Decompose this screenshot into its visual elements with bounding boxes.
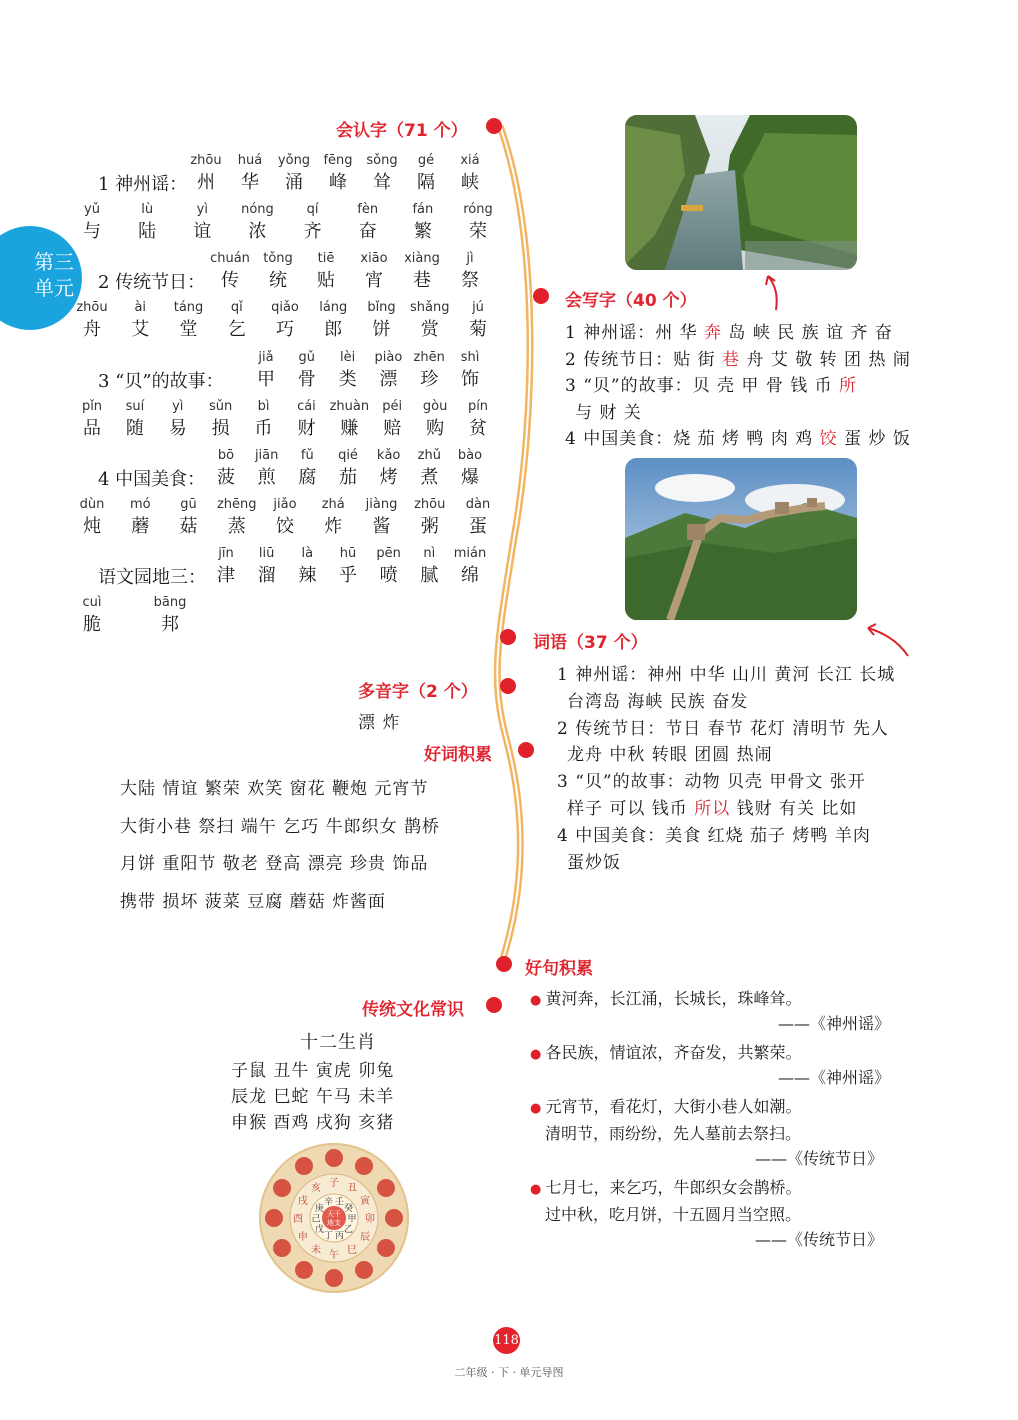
hanzi: 购 bbox=[426, 418, 445, 439]
hanzi: 喷 bbox=[379, 565, 398, 586]
hanzi: 炖 bbox=[83, 516, 101, 537]
hanzi: 峡 bbox=[461, 172, 479, 193]
heavenly-stem: 乙 bbox=[344, 1225, 354, 1236]
text-line: 1 神州谣：神州 中华 山川 黄河 长江 长城 bbox=[557, 665, 896, 685]
sentence-line: 清明节，雨纷纷，先人墓前去祭扫。 bbox=[545, 1124, 802, 1143]
zodiac-animal-icon bbox=[295, 1261, 313, 1279]
hanzi: 赚 bbox=[340, 418, 359, 439]
zodiac-animal-icon bbox=[377, 1239, 395, 1257]
earthly-branch: 寅 bbox=[360, 1196, 371, 1207]
pinyin: péi bbox=[382, 399, 403, 414]
zodiac-animal-icon bbox=[295, 1157, 313, 1175]
pinyin: fèn bbox=[357, 202, 379, 217]
bullet-dot: ● bbox=[530, 993, 546, 1008]
pinyin: róng bbox=[463, 202, 493, 217]
text-line: 蛋炒饭 bbox=[567, 852, 621, 873]
wheel-center-label: 地支 bbox=[327, 1219, 341, 1227]
pinyin: yì bbox=[196, 202, 208, 217]
pinyin: liū bbox=[258, 546, 275, 561]
text-line: 3 “贝”的故事：动物 贝壳 甲骨文 张开 bbox=[557, 772, 866, 793]
heading-good-words: 好词积累 bbox=[424, 745, 492, 765]
earthly-branch: 亥 bbox=[311, 1182, 321, 1194]
polyphone-chars: 漂 炸 bbox=[358, 713, 401, 733]
hanzi: 辣 bbox=[298, 565, 317, 586]
pinyin: zhēn bbox=[413, 350, 445, 365]
node-dot-words bbox=[500, 629, 516, 645]
hanzi: 菊 bbox=[469, 319, 487, 340]
photo-gorge bbox=[625, 115, 857, 270]
hanzi: 乞 bbox=[227, 319, 246, 340]
pinyin: fēng bbox=[323, 153, 353, 168]
bullet-dot: ● bbox=[530, 1182, 546, 1197]
pinyin: zhōu bbox=[76, 300, 108, 315]
pinyin: lù bbox=[141, 202, 154, 217]
pinyin: shǎng bbox=[410, 300, 450, 315]
pinyin: bì bbox=[257, 399, 270, 414]
char-with-pinyin bbox=[440, 152, 500, 196]
char-with-pinyin bbox=[448, 299, 508, 343]
pinyin: gé bbox=[417, 153, 435, 168]
char-with-pinyin bbox=[283, 201, 343, 245]
text-line: 样子 可以 钱币 所以 钱财 有关 比如 bbox=[567, 799, 858, 819]
hanzi: 损 bbox=[211, 418, 230, 439]
hanzi: 赔 bbox=[383, 418, 402, 439]
sentence-source: ——《神州谣》 bbox=[778, 1068, 891, 1087]
pinyin: jiǎo bbox=[273, 497, 297, 512]
hanzi: 爆 bbox=[461, 467, 479, 488]
sentence-source: ——《传统节日》 bbox=[755, 1230, 884, 1249]
zodiac-animal-icon bbox=[265, 1209, 283, 1227]
pinyin: pǐn bbox=[81, 399, 103, 414]
pinyin: fán bbox=[412, 202, 434, 217]
text-line: 携带 损坏 菠菜 豆腐 蘑菇 炸酱面 bbox=[120, 891, 387, 912]
hanzi: 绵 bbox=[461, 565, 479, 586]
text-line: 子鼠 丑牛 寅虎 卯兔 bbox=[231, 1061, 395, 1081]
heavenly-stem: 癸 bbox=[344, 1203, 354, 1214]
pinyin: huá bbox=[237, 153, 263, 168]
zodiac-wheel bbox=[258, 1142, 410, 1294]
page-number: 118 bbox=[493, 1327, 520, 1354]
zodiac-animal-icon bbox=[355, 1261, 373, 1279]
pinyin: zhōu bbox=[190, 153, 222, 168]
pinyin: là bbox=[301, 546, 314, 561]
char-with-pinyin bbox=[440, 349, 500, 393]
unit-badge-line1: 第三 bbox=[34, 250, 74, 274]
char-with-pinyin bbox=[448, 398, 508, 442]
lesson-label: 2 传统节日： bbox=[98, 272, 206, 293]
char-with-pinyin bbox=[440, 545, 500, 589]
heavenly-stem: 辛 bbox=[323, 1197, 333, 1208]
node-dot-write bbox=[533, 288, 549, 304]
pinyin: bāng bbox=[153, 595, 187, 610]
text-line: 与 财 关 bbox=[575, 402, 642, 423]
hanzi: 品 bbox=[83, 418, 101, 439]
zodiac-animal-icon bbox=[325, 1269, 343, 1287]
sentence-source: ——《神州谣》 bbox=[778, 1014, 891, 1033]
arrow-to-gorge bbox=[758, 272, 784, 312]
zodiac-animal-icon bbox=[325, 1149, 343, 1167]
hanzi: 甲 bbox=[257, 369, 275, 390]
pinyin: xiāo bbox=[360, 251, 388, 266]
highlight-char: 所 bbox=[839, 376, 858, 396]
heading-words: 词语（37 个） bbox=[533, 633, 648, 653]
node-dot-culture bbox=[486, 997, 502, 1013]
hanzi: 贴 bbox=[317, 270, 335, 291]
pinyin: zhēng bbox=[216, 497, 257, 512]
wheel-center-label: 天干 bbox=[327, 1210, 341, 1218]
zodiac-animal-icon bbox=[273, 1179, 291, 1197]
heading-culture: 传统文化常识 bbox=[362, 1000, 464, 1020]
lesson-label: 4 中国美食： bbox=[98, 469, 206, 490]
earthly-branch: 酉 bbox=[293, 1214, 303, 1225]
pinyin: jiàng bbox=[365, 497, 398, 512]
pinyin: hū bbox=[339, 546, 357, 561]
lesson-label: 1 神州谣： bbox=[98, 174, 188, 195]
hanzi: 财 bbox=[297, 418, 316, 439]
node-dot-recognize bbox=[486, 118, 502, 134]
hanzi: 蘑 bbox=[131, 516, 150, 537]
photo-great-wall bbox=[625, 458, 857, 620]
pinyin: kǎo bbox=[376, 448, 401, 463]
hanzi: 浓 bbox=[248, 221, 267, 242]
hanzi: 舟 bbox=[83, 319, 101, 340]
earthly-branch: 丑 bbox=[347, 1182, 357, 1194]
char-with-pinyin bbox=[440, 447, 500, 491]
hanzi: 溜 bbox=[257, 565, 276, 586]
lesson-label: 3 “贝”的故事： bbox=[98, 371, 224, 392]
highlight-char: 巷 bbox=[722, 349, 741, 370]
pinyin: yǒng bbox=[277, 153, 311, 168]
pinyin: mó bbox=[129, 497, 151, 512]
earthly-branch: 子 bbox=[329, 1178, 339, 1189]
pinyin: xiàng bbox=[404, 251, 440, 266]
pinyin: ài bbox=[134, 300, 147, 315]
pinyin: táng bbox=[173, 300, 204, 315]
bullet-dot: ● bbox=[530, 1047, 546, 1062]
heavenly-stem: 庚 bbox=[314, 1203, 324, 1214]
hanzi: 宵 bbox=[365, 270, 383, 291]
hanzi: 随 bbox=[125, 418, 144, 439]
pinyin: gòu bbox=[422, 399, 448, 414]
text-line: 月饼 重阳节 敬老 登高 漂亮 珍贵 饰品 bbox=[120, 854, 429, 874]
pinyin: gǔ bbox=[298, 350, 316, 365]
char-with-pinyin bbox=[140, 594, 200, 638]
pinyin: zhuàn bbox=[329, 399, 370, 414]
hanzi: 乎 bbox=[339, 565, 357, 586]
pinyin: zhǔ bbox=[417, 448, 441, 463]
hanzi: 粥 bbox=[420, 516, 439, 537]
zodiac-animal-icon bbox=[377, 1179, 395, 1197]
char-with-pinyin bbox=[448, 201, 508, 245]
pinyin: suí bbox=[125, 399, 145, 414]
heavenly-stem: 丙 bbox=[335, 1231, 345, 1242]
hanzi: 骨 bbox=[297, 369, 316, 390]
hanzi: 蒸 bbox=[227, 516, 246, 537]
hanzi: 币 bbox=[254, 418, 273, 439]
hanzi: 祭 bbox=[461, 270, 479, 291]
hanzi: 繁 bbox=[413, 221, 432, 242]
text-line: 大街小巷 祭扫 端午 乞巧 牛郎织女 鹊桥 bbox=[120, 816, 441, 837]
hanzi: 炸 bbox=[324, 516, 343, 537]
pinyin: shì bbox=[460, 350, 480, 365]
hanzi: 类 bbox=[338, 369, 357, 390]
char-with-pinyin bbox=[338, 201, 398, 245]
hanzi: 涌 bbox=[285, 172, 303, 193]
pinyin: láng bbox=[319, 300, 348, 315]
unit-badge-line2: 单元 bbox=[34, 276, 74, 300]
pinyin: zhá bbox=[321, 497, 345, 512]
char-with-pinyin bbox=[62, 201, 122, 245]
pinyin: qié bbox=[338, 448, 358, 463]
hanzi: 贫 bbox=[469, 418, 487, 439]
highlight-char: 所以 bbox=[694, 799, 731, 819]
pinyin: yì bbox=[172, 399, 184, 414]
text-line: 辰龙 巳蛇 午马 未羊 bbox=[231, 1087, 395, 1107]
heading-good-sentences: 好句积累 bbox=[525, 959, 593, 979]
heavenly-stem: 丁 bbox=[323, 1231, 333, 1242]
pinyin: tǒng bbox=[263, 251, 293, 266]
hanzi: 蛋 bbox=[469, 516, 487, 537]
sentence-line: ● 黄河奔，长江涌，长城长，珠峰耸。 bbox=[530, 989, 802, 1008]
char-with-pinyin bbox=[117, 201, 177, 245]
earthly-branch: 卯 bbox=[365, 1214, 375, 1225]
hanzi: 巷 bbox=[413, 270, 431, 291]
pinyin: jú bbox=[472, 300, 484, 315]
arrow-to-great-wall bbox=[862, 622, 912, 658]
hanzi: 与 bbox=[83, 221, 101, 242]
hanzi: 酱 bbox=[372, 516, 391, 537]
node-dot-good-words bbox=[518, 742, 534, 758]
char-with-pinyin bbox=[448, 496, 508, 540]
earthly-branch: 巳 bbox=[347, 1245, 357, 1257]
pinyin: qiǎo bbox=[271, 300, 299, 315]
hanzi: 易 bbox=[168, 418, 187, 439]
hanzi: 腐 bbox=[298, 467, 317, 488]
sentence-line: ● 各民族，情谊浓，齐奋发，共繁荣。 bbox=[530, 1043, 802, 1062]
node-dot-good-sentences bbox=[496, 956, 512, 972]
hanzi: 茄 bbox=[339, 467, 357, 488]
hanzi: 赏 bbox=[420, 319, 439, 340]
hanzi: 堂 bbox=[179, 319, 198, 340]
pinyin: dàn bbox=[465, 497, 491, 512]
highlight-char: 饺 bbox=[819, 429, 838, 449]
pinyin: bǐng bbox=[367, 300, 396, 315]
pinyin: chuán bbox=[210, 251, 250, 266]
pinyin: qǐ bbox=[230, 300, 243, 315]
node-dot-polyphone bbox=[500, 678, 516, 694]
hanzi: 齐 bbox=[303, 221, 322, 242]
earthly-branch: 申 bbox=[297, 1232, 308, 1243]
hanzi: 陆 bbox=[138, 221, 157, 242]
hanzi: 津 bbox=[217, 565, 235, 586]
hanzi: 饺 bbox=[276, 516, 294, 537]
hanzi: 谊 bbox=[193, 221, 212, 242]
pinyin: cái bbox=[297, 399, 316, 414]
text-line: 4 中国美食：烧 茄 烤 鸭 肉 鸡 饺 蛋 炒 饭 bbox=[565, 429, 911, 449]
hanzi: 漂 bbox=[379, 369, 398, 390]
hanzi: 饰 bbox=[461, 369, 479, 390]
zodiac-animal-icon bbox=[355, 1157, 373, 1175]
hanzi: 饼 bbox=[372, 319, 391, 340]
pinyin: bō bbox=[217, 448, 235, 463]
zodiac-animal-icon bbox=[273, 1239, 291, 1257]
hanzi: 煎 bbox=[257, 467, 276, 488]
pinyin: pín bbox=[467, 399, 489, 414]
zodiac-animal-icon bbox=[385, 1209, 403, 1227]
text-line: 台湾岛 海峡 民族 奋发 bbox=[567, 691, 749, 712]
hanzi: 巧 bbox=[276, 319, 294, 340]
hanzi: 郎 bbox=[324, 319, 343, 340]
pinyin: nì bbox=[423, 546, 436, 561]
pinyin: sǔn bbox=[209, 399, 233, 414]
heavenly-stem: 壬 bbox=[335, 1197, 345, 1208]
text-line: 申猴 酉鸡 戌狗 亥猪 bbox=[231, 1113, 395, 1133]
heavenly-stem: 戊 bbox=[314, 1225, 324, 1236]
text-line: 3 “贝”的故事：贝 壳 甲 骨 钱 币 所 bbox=[565, 376, 858, 396]
hanzi: 菇 bbox=[179, 516, 198, 537]
hanzi: 艾 bbox=[131, 319, 150, 340]
hanzi: 州 bbox=[197, 172, 215, 193]
hanzi: 邦 bbox=[161, 614, 179, 635]
heading-write: 会写字（40 个） bbox=[565, 291, 697, 311]
hanzi: 隔 bbox=[417, 172, 435, 193]
culture-title: 十二生肖 bbox=[300, 1032, 376, 1053]
text-line: 2 传统节日：贴 街 巷 舟 艾 敬 转 团 热 闹 bbox=[565, 349, 911, 370]
hanzi: 传 bbox=[221, 270, 239, 291]
pinyin: gū bbox=[180, 497, 197, 512]
text-line: 大陆 情谊 繁荣 欢笑 窗花 鞭炮 元宵节 bbox=[120, 779, 429, 799]
pinyin: jiān bbox=[254, 448, 279, 463]
bullet-dot: ● bbox=[530, 1101, 546, 1116]
hanzi: 奋 bbox=[358, 221, 377, 242]
char-with-pinyin bbox=[227, 201, 287, 245]
hanzi: 峰 bbox=[329, 172, 347, 193]
pinyin: jīn bbox=[218, 546, 234, 561]
heading-polyphone: 多音字（2 个） bbox=[358, 682, 478, 702]
pinyin: piào bbox=[374, 350, 403, 365]
hanzi: 统 bbox=[269, 270, 287, 291]
earthly-branch: 未 bbox=[311, 1245, 321, 1257]
pinyin: lèi bbox=[339, 350, 356, 365]
hanzi: 耸 bbox=[373, 172, 391, 193]
sentence-line: ● 元宵节，看花灯，大街小巷人如潮。 bbox=[530, 1097, 802, 1116]
sentence-source: ——《传统节日》 bbox=[755, 1149, 884, 1168]
hanzi: 菠 bbox=[217, 467, 235, 488]
char-with-pinyin bbox=[393, 201, 453, 245]
pinyin: sǒng bbox=[366, 153, 398, 168]
text-line: 2 传统节日：节日 春节 花灯 清明节 先人 bbox=[557, 718, 889, 739]
sentence-line: 过中秋，吃月饼，十五圆月当空照。 bbox=[545, 1205, 802, 1224]
pinyin: nóng bbox=[241, 202, 274, 217]
text-line: 4 中国美食：美食 红烧 茄子 烤鸭 羊肉 bbox=[557, 825, 871, 846]
char-with-pinyin bbox=[440, 250, 500, 294]
pinyin: bào bbox=[457, 448, 483, 463]
hanzi: 脆 bbox=[83, 614, 101, 635]
hanzi: 荣 bbox=[469, 221, 487, 242]
hanzi: 烤 bbox=[379, 467, 398, 488]
hanzi: 珍 bbox=[420, 369, 439, 390]
highlight-char: 奔 bbox=[704, 323, 723, 343]
earthly-branch: 午 bbox=[329, 1250, 339, 1261]
sentence-line: ● 七月七，来乞巧，牛郎织女会鹊桥。 bbox=[530, 1178, 802, 1197]
pinyin: zhōu bbox=[414, 497, 446, 512]
earthly-branch: 戌 bbox=[297, 1196, 308, 1207]
char-with-pinyin bbox=[62, 594, 122, 638]
pinyin: fǔ bbox=[300, 448, 314, 463]
hanzi: 腻 bbox=[420, 565, 439, 586]
heavenly-stem: 己 bbox=[311, 1214, 321, 1225]
pinyin: jiǎ bbox=[258, 350, 274, 365]
pinyin: mián bbox=[453, 546, 487, 561]
pinyin: dùn bbox=[79, 497, 105, 512]
pinyin: xiá bbox=[460, 153, 480, 168]
hanzi: 华 bbox=[241, 172, 259, 193]
pinyin: yǔ bbox=[84, 202, 100, 217]
earthly-branch: 辰 bbox=[360, 1232, 371, 1243]
hanzi: 煮 bbox=[420, 467, 439, 488]
text-line: 龙舟 中秋 转眼 团圆 热闹 bbox=[567, 745, 773, 766]
text-line: 1 神州谣：州 华 奔 岛 峡 民 族 谊 齐 奋 bbox=[565, 323, 893, 343]
pinyin: jì bbox=[466, 251, 474, 266]
pinyin: qí bbox=[306, 202, 319, 217]
footer-text: 二年级 · 下 · 单元导图 bbox=[454, 1366, 564, 1379]
pinyin: tiē bbox=[317, 251, 335, 266]
pinyin: cuì bbox=[82, 595, 102, 610]
char-with-pinyin bbox=[172, 201, 232, 245]
heading-recognize: 会认字（71 个） bbox=[336, 121, 468, 141]
pinyin: pēn bbox=[376, 546, 401, 561]
lesson-label: 语文园地三： bbox=[98, 567, 206, 588]
heavenly-stem: 甲 bbox=[347, 1214, 357, 1225]
